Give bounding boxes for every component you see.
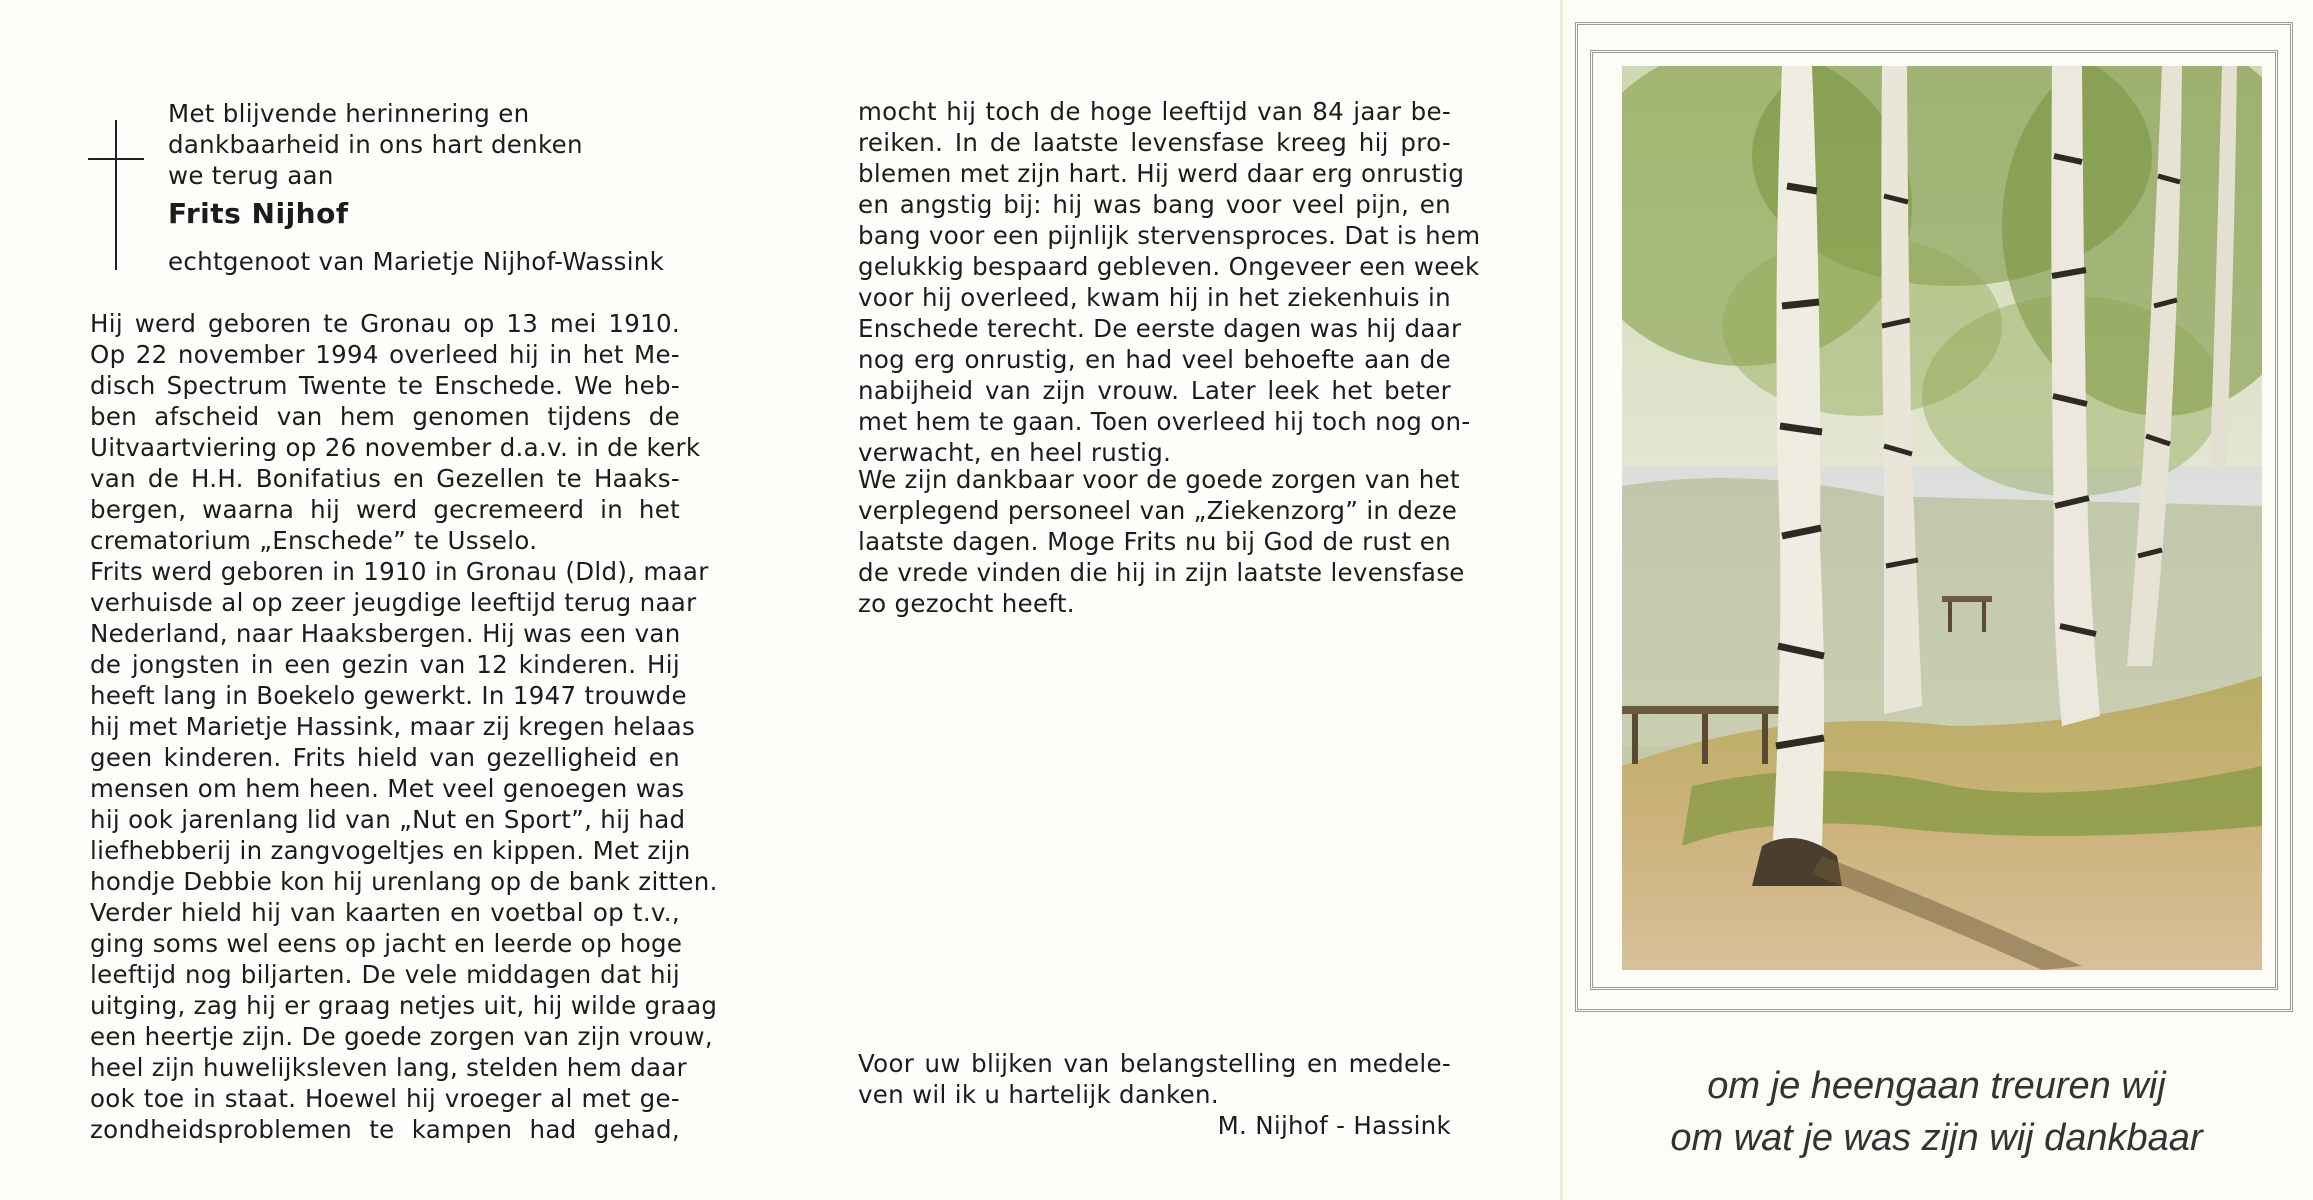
- text-line: met hem te gaan. Toen overleed hij toch nog on-: [858, 407, 1471, 436]
- text-line: crematorium „Enschede” te Usselo.: [90, 526, 538, 555]
- text-line: voor hij overleed, kwam hij in het ziekenhuis in: [858, 283, 1451, 312]
- spouse-line: echtgenoot van Marietje Nijhof-Wassink: [168, 247, 665, 276]
- text-line: van de H.H. Bonifatius en Gezellen te Haaks-: [90, 464, 680, 493]
- text-line: Enschede terecht. De eerste dagen was hij daar: [858, 314, 1462, 343]
- text-line: de vrede vinden die hij in zijn laatste levensfase: [858, 558, 1465, 587]
- intro-line: we terug aan: [168, 161, 334, 190]
- text-line: ven wil ik u hartelijk danken.: [858, 1080, 1219, 1109]
- memorial-verse: [1560, 1060, 2313, 1164]
- deceased-name: Frits Nijhof: [168, 197, 349, 230]
- verse-line: om wat je was zijn wij dankbaar: [1670, 1117, 2203, 1159]
- text-line: en angstig bij: hij was bang voor veel pijn, en: [858, 190, 1451, 219]
- biography-paragraph-3: [858, 96, 1481, 468]
- text-line: Hij werd geboren te Gronau op 13 mei 1910.: [90, 309, 680, 338]
- text-line: reiken. In de laatste levensfase kreeg hij pro-: [858, 128, 1451, 157]
- text-line: heel zijn huwelijksleven lang, stelden hem daar: [90, 1053, 688, 1082]
- intro-line: Met blijvende herinnering en: [168, 99, 530, 128]
- text-line: de jongsten in een gezin van 12 kinderen. Hij: [90, 650, 680, 679]
- text-line: Verder hield hij van kaarten en voetbal op t.v.,: [90, 898, 680, 927]
- text-line: verhuisde al op zeer jeugdige leeftijd terug naar: [90, 588, 697, 617]
- cross-icon-bar: [88, 158, 144, 160]
- text-line: nog erg onrustig, en had veel behoefte aan de: [858, 345, 1451, 374]
- text-line: zo gezocht heeft.: [858, 589, 1075, 618]
- text-line: ook toe in staat. Hoewel hij vroeger al met ge-: [90, 1084, 680, 1113]
- text-line: laatste dagen. Moge Frits nu bij God de rust en: [858, 527, 1451, 556]
- text-line: heeft lang in Boekelo gewerkt. In 1947 trouwde: [90, 681, 687, 710]
- text-line: Frits werd geboren in 1910 in Gronau (Dld), maar: [90, 557, 709, 586]
- birch-lake-photo: [1622, 66, 2262, 970]
- text-line: hij met Marietje Hassink, maar zij kregen helaas: [90, 712, 696, 741]
- text-line: verwacht, en heel rustig.: [858, 438, 1172, 467]
- text-line: disch Spectrum Twente te Enschede. We heb-: [90, 371, 680, 400]
- text-line: verplegend personeel van „Ziekenzorg” in deze: [858, 496, 1458, 525]
- text-line: geen kinderen. Frits hield van gezelligheid en: [90, 743, 680, 772]
- text-line: hondje Debbie kon hij urenlang op de bank zitten.: [90, 867, 718, 896]
- cross-icon: [115, 120, 117, 270]
- text-line: ging soms wel eens op jacht en leerde op hoge: [90, 929, 683, 958]
- signature: M. Nijhof - Hassink: [1217, 1111, 1451, 1140]
- verse-line: om je heengaan treuren wij: [1707, 1065, 2166, 1107]
- text-line: liefhebberij in zangvogeltjes en kippen. Met zijn: [90, 836, 691, 865]
- text-line: blemen met zijn hart. Hij werd daar erg onrustig: [858, 159, 1465, 188]
- text-line: zondheidsproblemen te kampen had gehad,: [90, 1115, 680, 1144]
- text-line: ben afscheid van hem genomen tijdens de: [90, 402, 680, 431]
- biography-paragraph-2: [90, 556, 718, 1145]
- text-line: Op 22 november 1994 overleed hij in het Me-: [90, 340, 680, 369]
- intro-text: [168, 98, 583, 191]
- text-line: hij ook jarenlang lid van „Nut en Sport”, hij had: [90, 805, 686, 834]
- biography-paragraph-1: [90, 308, 701, 556]
- text-line: uitging, zag hij er graag netjes uit, hij wilde graag: [90, 991, 718, 1020]
- biography-paragraph-4: [858, 464, 1465, 619]
- text-line: bang voor een pijnlijk stervensproces. Dat is hem: [858, 221, 1481, 250]
- text-line: mocht hij toch de hoge leeftijd van 84 jaar be-: [858, 97, 1451, 126]
- text-line: Uitvaartviering op 26 november d.a.v. in de kerk: [90, 433, 701, 462]
- text-line: Nederland, naar Haaksbergen. Hij was een van: [90, 619, 681, 648]
- text-line: bergen, waarna hij werd gecremeerd in het: [90, 495, 680, 524]
- text-line: mensen om hem heen. Met veel genoegen was: [90, 774, 685, 803]
- text-line: nabijheid van zijn vrouw. Later leek het beter: [858, 376, 1451, 405]
- thanks-text: [858, 1048, 1451, 1110]
- text-line: gelukkig bespaard gebleven. Ongeveer een week: [858, 252, 1480, 281]
- text-line: een heertje zijn. De goede zorgen van zijn vrouw,: [90, 1022, 713, 1051]
- text-line: Voor uw blijken van belangstelling en medele-: [858, 1049, 1451, 1078]
- intro-line: dankbaarheid in ons hart denken: [168, 130, 583, 159]
- text-line: We zijn dankbaar voor de goede zorgen van het: [858, 465, 1460, 494]
- text-line: leeftijd nog biljarten. De vele middagen dat hij: [90, 960, 680, 989]
